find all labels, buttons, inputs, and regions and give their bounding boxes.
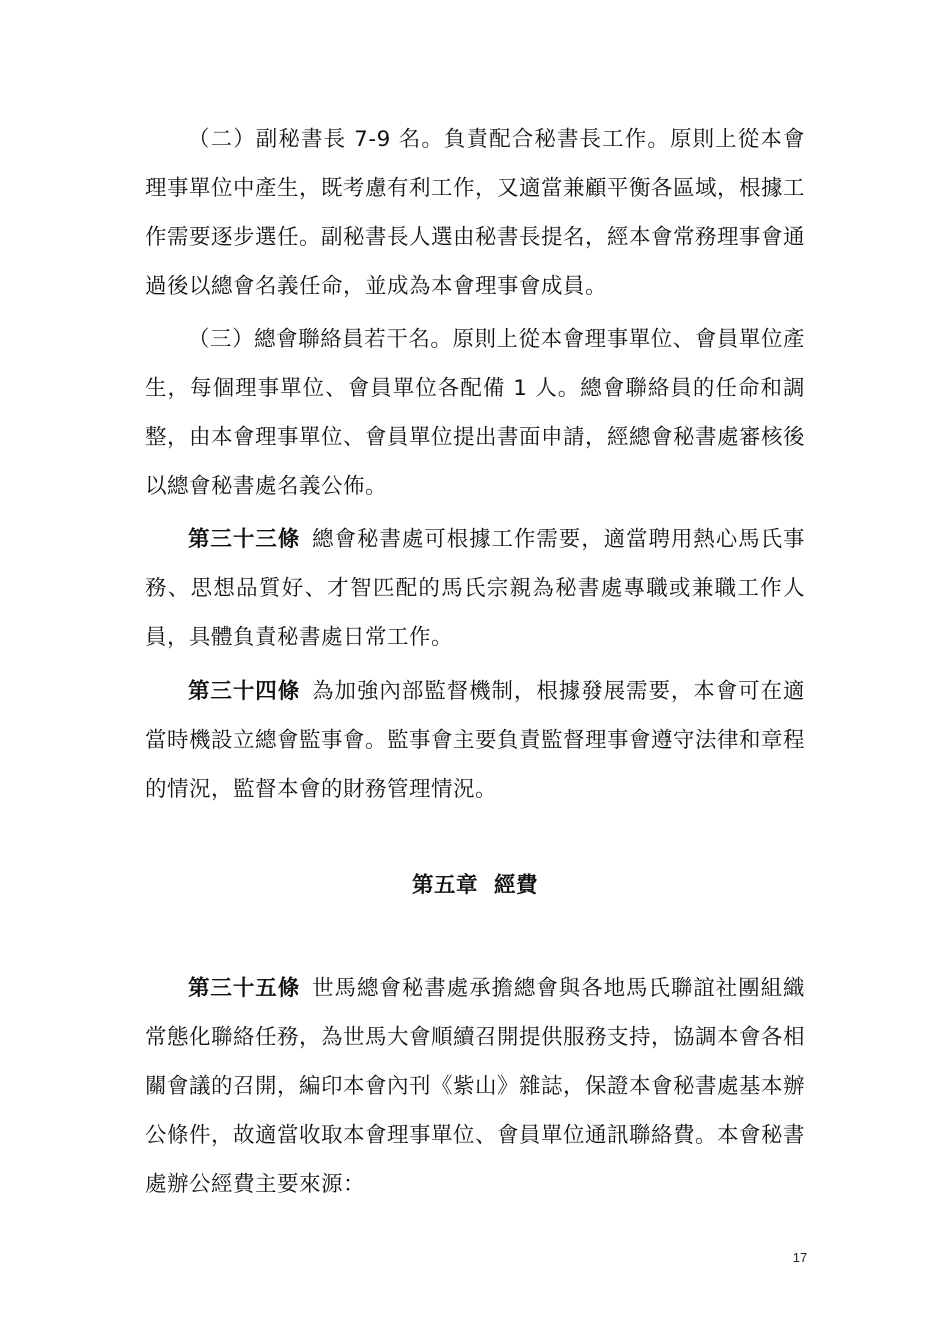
paragraph-text: 為加強內部監督機制，根據發展需要，本會可在適當時機設立總會監事會。監事會主要負責監督理事會遵守法律和章程的情況，監督本會的財務管理情況。: [145, 679, 806, 802]
article-label: 第三十四條: [188, 679, 301, 704]
paragraph-text: （二）副秘書長 7-9 名。負責配合秘書長工作。原則上從本會理事單位中產生，既考慮有利工作，又適當兼顧平衡各區域，根據工作需要逐步選任。副秘書長人選由秘書長提名，經本會常務理事會通過後以總會名義任命，並成為本會理事會成員。: [145, 127, 806, 299]
paragraph-deputy-secretary-general: [145, 115, 805, 311]
paragraph-text: 世馬總會秘書處承擔總會與各地馬氏聯誼社團組織常態化聯絡任務，為世馬大會順續召開提供服務支持，協調本會各相關會議的召開，編印本會內刊《紫山》雜誌，保證本會秘書處基本辦公條件，故適當收取本會理事單位、會員單位通訊聯絡費。本會秘書處辦公經費主要來源：: [145, 976, 806, 1197]
paragraph-liaison-officers: [145, 315, 805, 511]
article-35: [145, 964, 805, 1209]
paragraph-text: （三）總會聯絡員若干名。原則上從本會理事單位、會員單位產生，每個理事單位、會員單位各配備 1 人。總會聯絡員的任命和調整，由本會理事單位、會員單位提出書面申請，經總會秘書處審核後以總會秘書處名義公佈。: [145, 327, 806, 499]
article-label: 第三十三條: [188, 527, 301, 552]
page-number: 17: [792, 1250, 808, 1265]
chapter-heading: 第五章 經費: [412, 873, 538, 898]
article-34: [145, 667, 805, 814]
article-label: 第三十五條: [188, 976, 301, 1001]
paragraph-text: 總會秘書處可根據工作需要，適當聘用熱心馬氏事務、思想品質好、才智匹配的馬氏宗親為秘書處專職或兼職工作人員，具體負責秘書處日常工作。: [145, 527, 805, 650]
article-33: [145, 515, 805, 662]
